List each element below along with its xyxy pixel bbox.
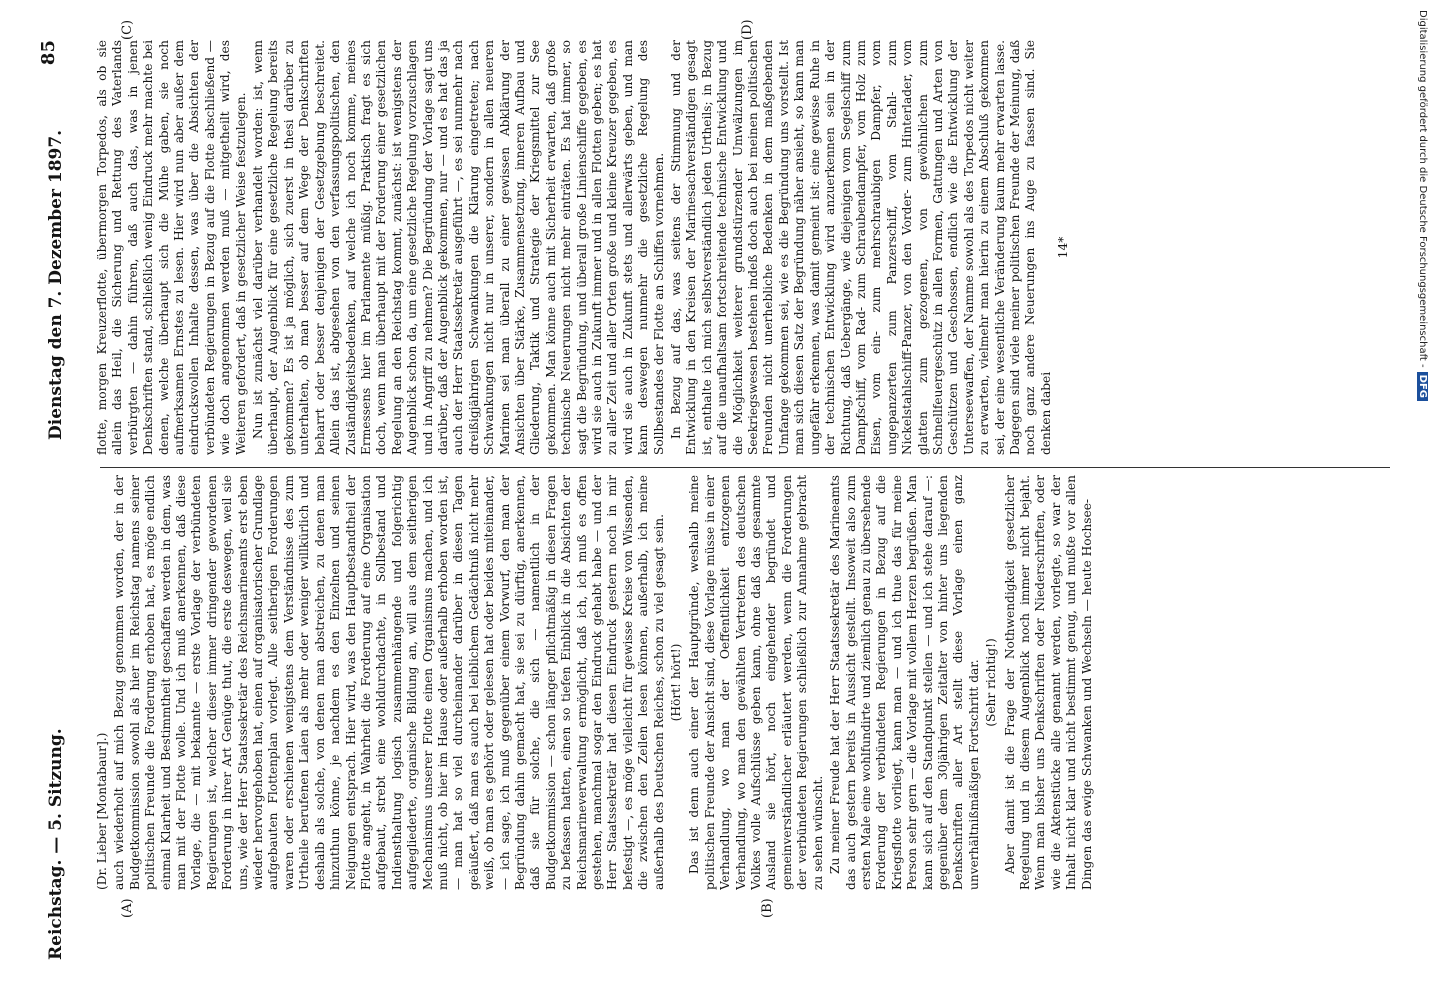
left-column bbox=[95, 475, 1415, 890]
paragraph: Das ist denn auch einer der Hauptgründe, weshalb meine politischen Freunde der Ansicht sind, diese Vorlage müsse in einer Verhandlung, wo man der Oeffentlichkeit entzogenen Verhandlung, wo man den gewählten Vertretern des deutschen Volkes volle Aufschlüsse geben kann, ohne daß das gesammte Ausland sie hört, noch eingehender begründet und gemeinverständlicher erläutert werden, wenn die Forderungen der verbündeten Regierungen schließlich zur Annahme gebracht zu sehen wünscht. bbox=[687, 475, 825, 890]
right-column bbox=[95, 40, 1415, 455]
page-number: 85 bbox=[38, 40, 59, 66]
paragraph: Zu meiner Freude hat der Herr Staatssekretär des Marineamts das auch gestern bereits in Aussicht gestellt. Insoweit also zum ersten Male eine wohlfundirte und ziemlich genau zu übersehende Forderung der verbündeten Regierungen in Bezug auf die Kriegsflotte vorliegt, kann man — und ich thue das für meine Person sehr gern — die Vorlage mit vollem Herzen begrüßen. Man kann sich auf den Standpunkt stellen — und ich stehe darauf —: gegenüber dem 30jährigen Zeitalter von hinter uns liegenden Denkschriften aller Art stellt diese Vorlage einen ganz unverhältnißmäßigen Fortschritt dar. bbox=[828, 475, 981, 890]
column-divider bbox=[100, 467, 1390, 468]
interjection: (Sehr richtig!) bbox=[984, 638, 999, 727]
paragraph: flotte, morgen Kreuzerflotte, übermorgen Torpedos, als ob sie allein das Heil, die Sicherung und Rettung des Vaterlands verbürgten — dahin führen, daß auch das, was in jenen Denkschriften stand, schließlich wenig Eindruck mehr machte bei denen, welche überhaupt sich die Mühe gaben, sie noch aufmerksamen Ernstes zu lesen. Hier wird nun aber außer dem eindrucksvollen Inhalte dessen, was über die Absichten der verbündeten Regierungen in Bezug auf die Flotte abschließend — wie doch angenommen werden muß — mitgetheilt wird, des Weiteren gefordert, daß in gesetzlicher Weise festzulegen. bbox=[95, 40, 248, 455]
signature-mark: 14* bbox=[1056, 236, 1071, 259]
interjection: (Hört! hört!) bbox=[669, 643, 684, 722]
margin-marker-c: (C) bbox=[120, 19, 135, 40]
session-title: Reichstag. — 5. Sitzung. bbox=[46, 728, 66, 960]
paragraph: Nun ist zunächst viel darüber verhandelt worden: ist, wenn überhaupt, der Augenblick für eine gesetzliche Regelung bereits gekommen? Es ist ja möglich, sich zuerst in thesi darüber zu unterhalten, ob man besser auf dem Wege der Denkschriften beharrt oder besser denjenigen der Gesetzgebung beschreitet. Allein das ist, abgesehen von den verfassungspolitischen, den Zuständigkeitsbedenken, auf welche ich noch komme, meines Ermessens hier im Parlamente müßig. Praktisch fragt es sich doch, wenn man überhaupt mit der Forderung einer gesetzlichen Regelung an den Reichstag kommt, zunächst: ist wenigstens der Augenblick schon da, um eine gesetzliche Regelung vorzuschlagen und in Angriff zu nehmen? Die Begründung der Vorlage sagt uns darüber, daß der Augenblick gekommen, nur — und es hat das ja auch der Herr Staatssekretär ausgeführt —, es sei nunmehr nach dreißigjährigen Schwankungen die Klärung eingetreten; nach Schwankungen nicht nur in unserer, sondern in allen neueren Marinen sei man überall zu einer gewissen Abklärung der Ansichten über Stärke, Zusammensetzung, inneren Aufbau und Gliederung, Taktik und Strategie der Kriegsmittel zur See gekommen. Man könne auch mit Sicherheit erwarten, daß große technische Neuerungen nicht mehr einträten. Es hat immer, so sagt die Begründung, und überall große Linienschiffe gegeben, es wird sie auch in Zukunft immer und in allen Flotten geben; es hat zu aller Zeit und aller Orten große und kleine Kreuzer gegeben, es wird sie auch in Zukunft stets und allerwärts geben, und man kann deswegen nunmehr die gesetzliche Regelung des Sollbestandes der Flotte an Schiffen vornehmen. bbox=[251, 40, 666, 455]
margin-marker-b: (B) bbox=[760, 898, 775, 918]
session-date: Dienstag den 7. Dezember 1897. bbox=[46, 129, 66, 440]
paragraph: In Bezug auf das, was seitens der Stimmung und der Entwicklung in den Kreisen der Marinesachverständigen gesagt ist, enthalte ich mich selbstverständlich jeden Urtheils; in Bezug auf die unaufhaltsam fortschreitende technische Entwicklung und die Möglichkeit weiterer grundstürzender Umwälzungen im Seekriegswesen bestehen indeß doch auch bei meinen politischen Freunden nicht unerhebliche Bedenken in dem maßgebenden Umfange gekommen sei, wie es die Begründung uns vorstellt. Ist man sich diesen Satz der Begründung näher ansieht, so kann man ungefähr erkennen, was damit gemeint ist: eine gewisse Ruhe in der technischen Entwicklung wird anzuerkennen sein in der Richtung, daß Uebergänge, wie diejenigen vom Segelschiff zum Dampfschiff, vom Rad- zum Schraubendampfer, vom Holz zum Eisen, vom ein- zum mehrschraubigen Dampfer, vom ungepanzerten zum Panzerschiff, vom Stahl- zum Nickelstahlschiff-Panzer, von den Vorder- zum Hinterlader, vom glatten zum gezogenen, von gewöhnlichen zum Schnellfeuergeschütz in allen Formen, Gattungen und Arten von Geschützen und Geschossen, endlich wie die Entwicklung der Unterseewaffen, der Namme sowohl als des Torpedos nicht weiter zu erwarten, vielmehr man hierin zu einem Abschluß gekommen sei, der eine wesentliche Veränderung kaum mehr erwarten lasse. Dagegen sind viele meiner politischen Freunde der Meinung, daß noch ganz andere Neuerungen ins Auge zu fassen sind. Sie denken dabei bbox=[669, 40, 1053, 455]
margin-marker-d: (D) bbox=[740, 19, 755, 40]
page-header bbox=[18, 0, 98, 1000]
credit-text: Digitalisierung gefördert durch die Deutsche Forschungsgemeinschaft - bbox=[1417, 10, 1428, 368]
digitization-credit bbox=[1410, 10, 1428, 990]
dfg-logo: DFG bbox=[1417, 372, 1428, 401]
speaker-attribution: (Dr. Lieber [Montabaur].) bbox=[95, 732, 109, 890]
paragraph: auch wiederholt auf mich Bezug genommen worden, der in der Budgetkommission sowohl als hier im Reichstag namens seiner politischen Freunde die Forderung erhoben hat, es möge endlich einmal Klarheit und Bestimmtheit geschaffen werden in dem, was man mit der Flotte wolle. Und ich muß anerkennen, daß diese Vorlage, die — mit bekannte — erste Vorlage der verbündeten Regierungen ist, welcher dieser immer dringender gewordenen Forderung in ihrer Art Genüge thut, die erste deswegen, weil sie uns, wie der Herr Staatssekretär des Reichsmarineamts erst eben wieder hervorgehoben hat, einen auf organisatorischer Grundlage aufgebauten Flottenplan vorlegt. Alle seitherigen Forderungen waren oder erschienen wenigstens dem Verständnisse des zum Urtheile berufenen Laien als mehr oder weniger willkürlich und deshalb als solche, von denen man abstreichen, zu denen man hinzuthun könne, je nachdem es den Einzelnen und seinen Neigungen entsprach. Hier wird, was den Hauptbestandtheil der Flotte angeht, in Wahrheit die Forderung auf eine Organisation aufgebaut, strebt eine wohldurchdachte, in Sollbestand und Indiensthaltung logisch zusammenhängende und folgerichtig aufgegliederte, organische Bildung an, will aus dem seitherigen Mechanismus unserer Flotte einen Organismus machen, und ich muß nicht, ob hier im Hause oder außerhalb erhoben worden ist, — man hat so viel durcheinander darüber in diesen Tagen geäußert, daß man es auch bei leiblichem Gedächtniß nicht mehr weiß, ob man es gehört oder gelesen hat oder beides miteinander, — ich sage, ich muß gegenüber einem Vorwurf, den man der Begründung dahin gemacht hat, sie sei zu dürftig, anerkennen, daß sie für solche, die sich — namentlich in der Budgetkommission — schon länger pflichtmäßig in diesen Fragen zu befassen hatten, einen so tiefen Einblick in die Absichten der Reichsmarineverwaltung ermöglicht, daß ich, ich muß es offen gestehen, manchmal sogar den Eindruck gehabt habe — und der Herr Staatssekretär hat diesen Eindruck gestern noch in mir befestigt —, es möge vielleicht für gewisse Kreise von Wissenden, die zwischen den Zeilen lesen können, außerhalb, ich meine außerhalb des Deutschen Reiches, schon zu viel gesagt sein. bbox=[112, 475, 666, 890]
margin-marker-a: (A) bbox=[120, 898, 135, 918]
paragraph: Aber damit ist die Frage der Nothwendigkeit gesetzlicher Regelung und in diesem Augenblick noch immer nicht bejaht. Wenn man bisher uns Denkschriften oder Niederschriften, oder wie die Aktenstücke alle genannt werden, vorlegte, so war der Inhalt nicht klar und nicht bestimmt genug, und mußte vor allen Dingen das ewige Schwanken und Wechseln — heute Hochsee- bbox=[1002, 475, 1094, 890]
